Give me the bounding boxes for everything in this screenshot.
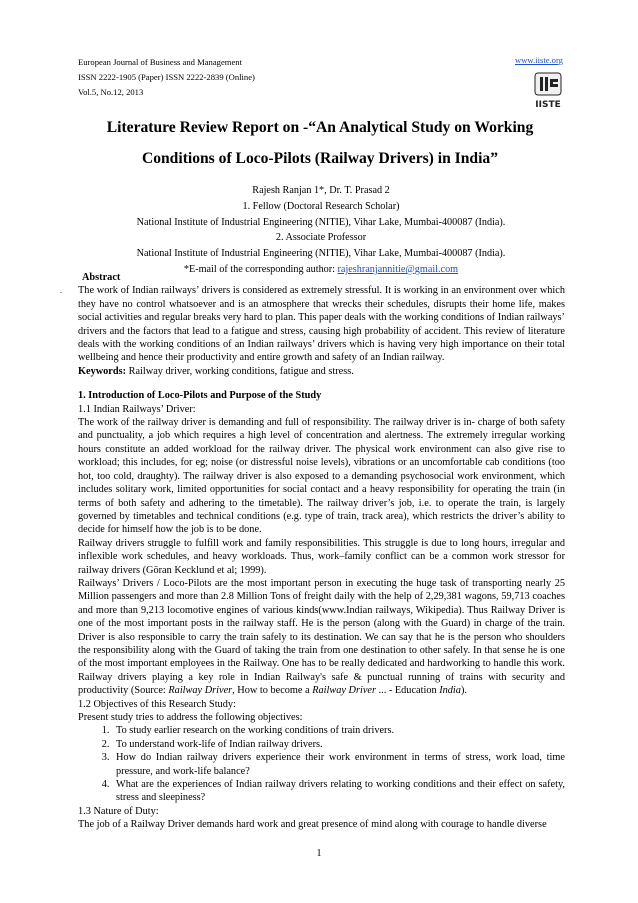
paragraph-2: Railway drivers struggle to fulfill work and family responsibilities. This struggle is due to long hours, irregular and inflexible work schedules, and heavy workloads. Thus, work–family conflict can be a common work stressor for railway drivers (Göran Kecklund et al; 1999).	[78, 537, 565, 576]
subsection-1-1-heading: 1.1 Indian Railways’ Driver:	[78, 403, 196, 415]
objectives-list	[78, 724, 565, 804]
subsection-1-2-heading: 1.2 Objectives of this Research Study:	[78, 698, 236, 710]
subsection-1-3-heading: 1.3 Nature of Duty:	[78, 805, 159, 817]
journal-volume: Vol.5, No.12, 2013	[78, 87, 144, 97]
author-names: Rajesh Ranjan 1*, Dr. T. Prasad 2	[252, 185, 390, 196]
keywords-label: Keywords:	[78, 365, 127, 377]
page-number: 1	[316, 848, 322, 859]
objective-item: 3. How do Indian railway drivers experience their work environment in terms of stress, work load, time pressure, and work-life balance?	[112, 751, 565, 778]
title-line-2: Conditions of Loco-Pilots (Railway Drivers) in India”	[141, 150, 499, 167]
email-label: *E-mail of the corresponding author:	[183, 263, 338, 275]
journal-issn: ISSN 2222-1905 (Paper) ISSN 2222-2839 (Online)	[78, 72, 255, 82]
paragraph-4: The job of a Railway Driver demands hard work and great presence of mind along with courage to handle diverse	[78, 819, 547, 831]
journal-info	[78, 55, 255, 100]
paper-title	[60, 112, 580, 174]
svg-text:IISTE: IISTE	[535, 100, 561, 110]
title-line-1: Literature Review Report on -“An Analytical Study on Working	[106, 119, 534, 136]
email-link[interactable]: rajeshranjannitie@gmail.com	[337, 263, 459, 275]
objective-item: 1. To study earlier research on the working conditions of train drivers.	[112, 724, 565, 737]
section-1-heading: 1. Introduction of Loco-Pilots and Purpose of the Study	[78, 390, 322, 402]
paragraph-1: The work of the railway driver is demanding and full of responsibility. The railway driver is in- charge of both safety and punctuality, a job which requires a high level of concentration and alertness. The extremely irregular working hours constitute an added workload for the railway driver. The physical work environment can also give rise to workload; this includes, for eg; noise (or distressful noise levels), vibrations or an uncomfortable cab conditions (too hot, too cold, draughty). The railway driver is also exposed to a demanding psychosocial work environment, which includes solitary work, limited opportunities for social contact and a heavy responsibility for operating the train (in terms of both safety and adhering to the timetable). The railway driver’s job, i.e. to operate the train, is largely governed by timetables and technical conditions (e.g. type of train, track area), which restricts the driver’s ability to decide for himself how the job is to be done.	[78, 417, 565, 536]
author-role-2: 2. Associate Professor	[275, 232, 367, 244]
keywords-line	[78, 365, 565, 378]
objectives-intro: Present study tries to address the following objectives:	[78, 712, 303, 723]
objective-item: 4. What are the experiences of Indian railway drivers relating to working conditions and their effect on safety, stress and sleepiness?	[112, 778, 565, 805]
margin-mark: .	[60, 286, 62, 295]
iiste-logo	[532, 71, 564, 111]
affiliation-1: National Institute of Industrial Engineering (NITIE), Vihar Lake, Mumbai-400087 (India).	[136, 216, 506, 228]
author-role-1: 1. Fellow (Doctoral Research Scholar)	[242, 200, 400, 212]
paragraph-3: Railways’ Drivers / Loco-Pilots are the most important person in executing the huge task of transporting nearly 25 Million passengers and more than 2.8 Million Tons of freight daily with the help of 2,29,381 wagons, 59,713 coaches and more than 9,213 locomotive engines of various kinds(www.Indian railways, Wikipedia). Thus Railway Driver is one of the most important posts in the railway staff. He is the person (along with the Guard) in charge of the train. Driver is also responsible to carry the train safely to its destination. We can say that he is the person who shoulders the responsibility along with the Guard of taking the train from one destination to other safely. In that sense he is one of the most important employees in the Railway. One has to be really dedicated and hardworking to handle this work. Railway drivers playing a key role in Indian Railway's safe & punctual running of trains with security and productivity (Source: Railway Driver, How to become a Railway Driver ... - Education India).	[78, 577, 565, 697]
abstract-heading: Abstract	[82, 272, 121, 283]
paper-body	[78, 271, 565, 832]
objective-item: 2. To understand work-life of Indian railway drivers.	[112, 738, 565, 751]
journal-name: European Journal of Business and Management	[78, 57, 242, 67]
affiliation-2: National Institute of Industrial Engineering (NITIE), Vihar Lake, Mumbai-400087 (India).	[136, 248, 506, 260]
keywords-text: Railway driver, working conditions, fatigue and stress.	[126, 365, 354, 377]
abstract-text: The work of Indian railways’ drivers is considered as extremely stressful. It is working in an environment over which they have no control whatsoever and is an atmosphere that wrecks their schedules, disrupts their home life, makes social activities and regular breaks very hard to plan. This paper deals with the working conditions of Indian railways’ drivers and the factors that lead to a fatigue and stress, causing high probability of accident. This review of literature deals with the working conditions of an Indian railways’ drivers which is having very high importance on their total wellbeing and hence their productivity and entire growth and safety of an Indian railway.	[78, 285, 565, 364]
journal-url-link[interactable]: www.iiste.org	[515, 55, 563, 65]
author-block	[78, 183, 564, 278]
